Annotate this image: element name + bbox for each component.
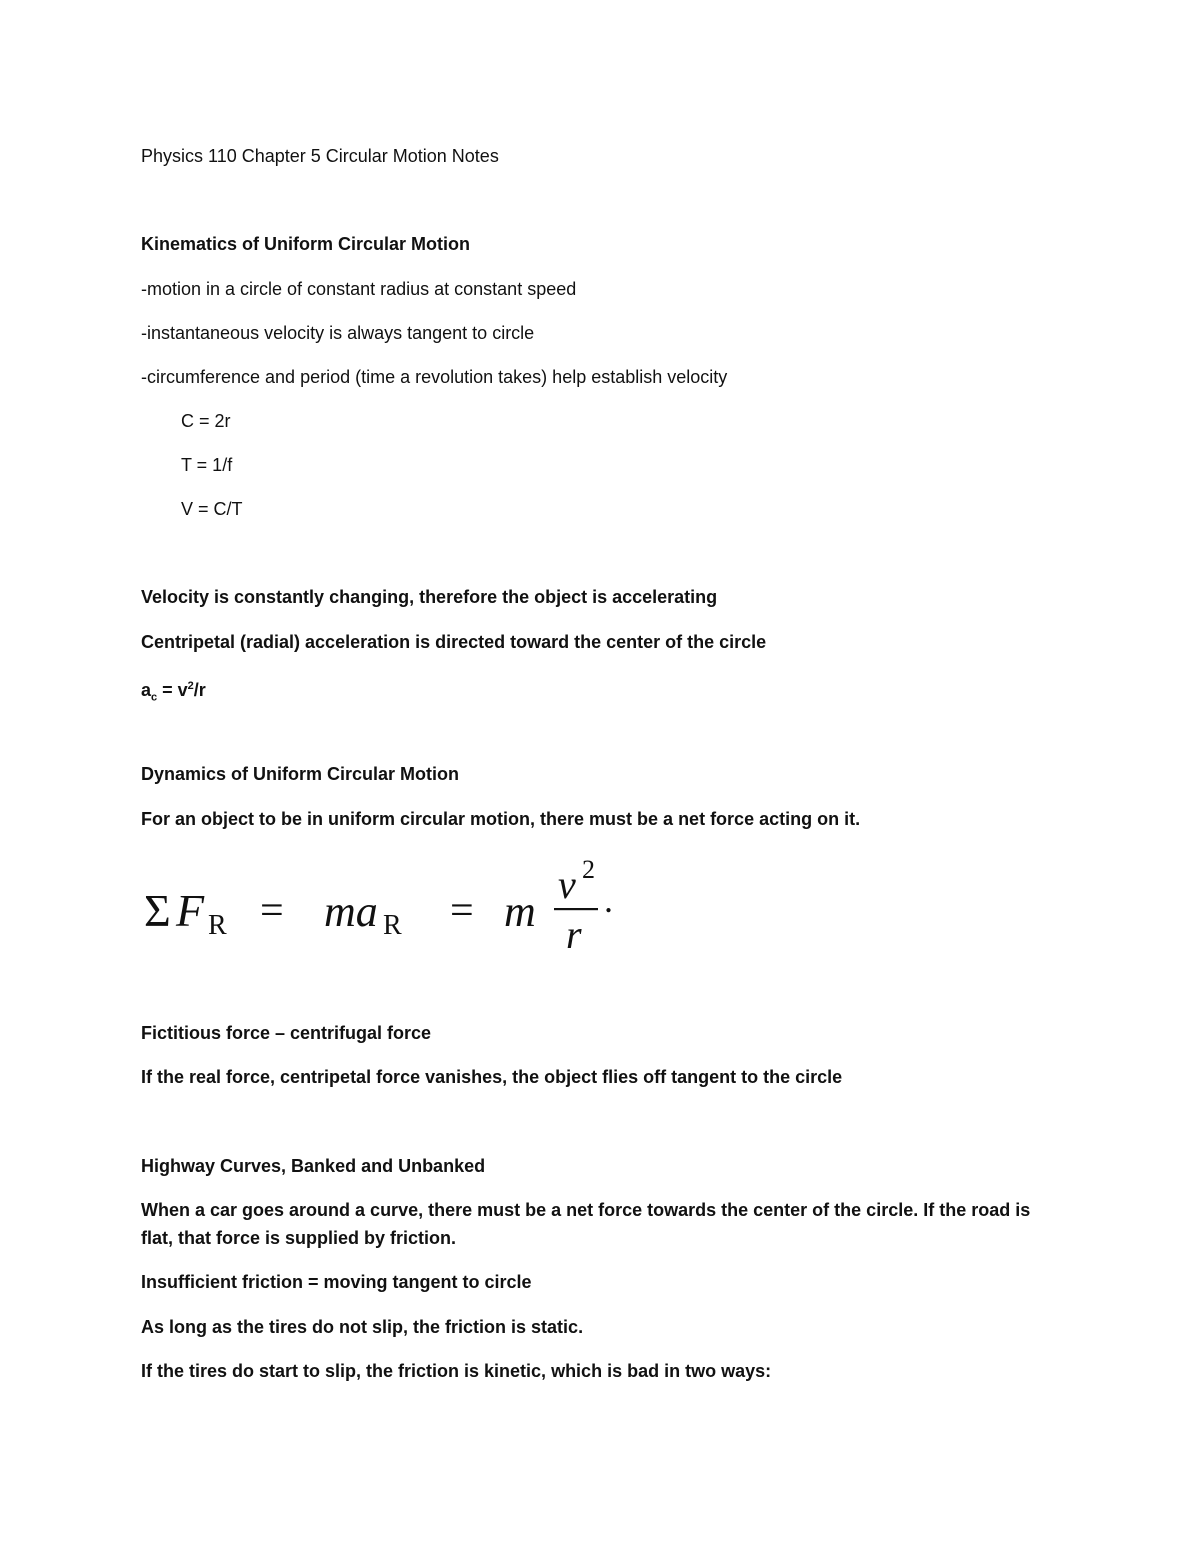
highway-line-2: As long as the tires do not slip, the friction is static.: [141, 1317, 584, 1337]
centripetal-acceleration-formula: [141, 672, 206, 712]
numerator-exponent: 2: [582, 855, 595, 884]
dynamics-statement: For an object to be in uniform circular motion, there must be a net force acting on it.: [141, 809, 861, 829]
equation-circumference: C = 2r: [181, 411, 231, 431]
dynamics-heading: Dynamics of Uniform Circular Motion: [141, 764, 460, 784]
kinematics-point-1: -motion in a circle of constant radius at constant speed: [141, 279, 577, 299]
formula-end: /r: [193, 680, 206, 700]
kinematics-point-2: -instantaneous velocity is always tangent to circle: [141, 323, 535, 343]
highway-line-3: If the tires do start to slip, the friction is kinetic, which is bad in two ways:: [141, 1361, 772, 1381]
force-symbol: F: [176, 885, 205, 936]
mass-acceleration: ma: [324, 887, 378, 936]
net-force-equation: [140, 846, 630, 966]
fictitious-heading: Fictitious force – centrifugal force: [141, 1023, 432, 1043]
document-title: Physics 110 Chapter 5 Circular Motion Notes: [141, 146, 499, 166]
equals-sign-1: =: [260, 888, 284, 934]
fraction-numerator: v: [558, 862, 576, 907]
acceleration-line-2: Centripetal (radial) acceleration is directed toward the center of the circle: [141, 632, 767, 652]
highway-heading: Highway Curves, Banked and Unbanked: [141, 1156, 486, 1176]
kinematics-point-3: -circumference and period (time a revolution takes) help establish velocity: [141, 367, 728, 387]
force-subscript: R: [208, 910, 227, 941]
kinematics-heading: Kinematics of Uniform Circular Motion: [141, 234, 471, 254]
equation-period-mark: .: [604, 880, 613, 920]
formula-superscript: 2: [187, 680, 194, 692]
equation-period: T = 1/f: [181, 455, 233, 475]
fraction-denominator: r: [566, 912, 582, 957]
acceleration-line-1: Velocity is constantly changing, therefore the object is accelerating: [141, 587, 718, 607]
fraction-bar: [554, 908, 598, 910]
mass-symbol: m: [504, 887, 536, 936]
equation-velocity: V = C/T: [181, 499, 243, 519]
highway-paragraph: When a car goes around a curve, there must be a net force towards the center of the circle. If the road is flat, that force is supplied by friction.: [141, 1200, 1031, 1248]
formula-middle: = v: [157, 680, 188, 700]
formula-base: a: [141, 680, 152, 700]
sigma-symbol: Σ: [144, 885, 171, 936]
acceleration-subscript: R: [383, 910, 402, 941]
fictitious-statement: If the real force, centripetal force vanishes, the object flies off tangent to the circle: [141, 1067, 843, 1087]
formula-subscript: c: [151, 691, 158, 704]
highway-line-1: Insufficient friction = moving tangent to circle: [141, 1272, 532, 1292]
equals-sign-2: =: [450, 888, 474, 934]
